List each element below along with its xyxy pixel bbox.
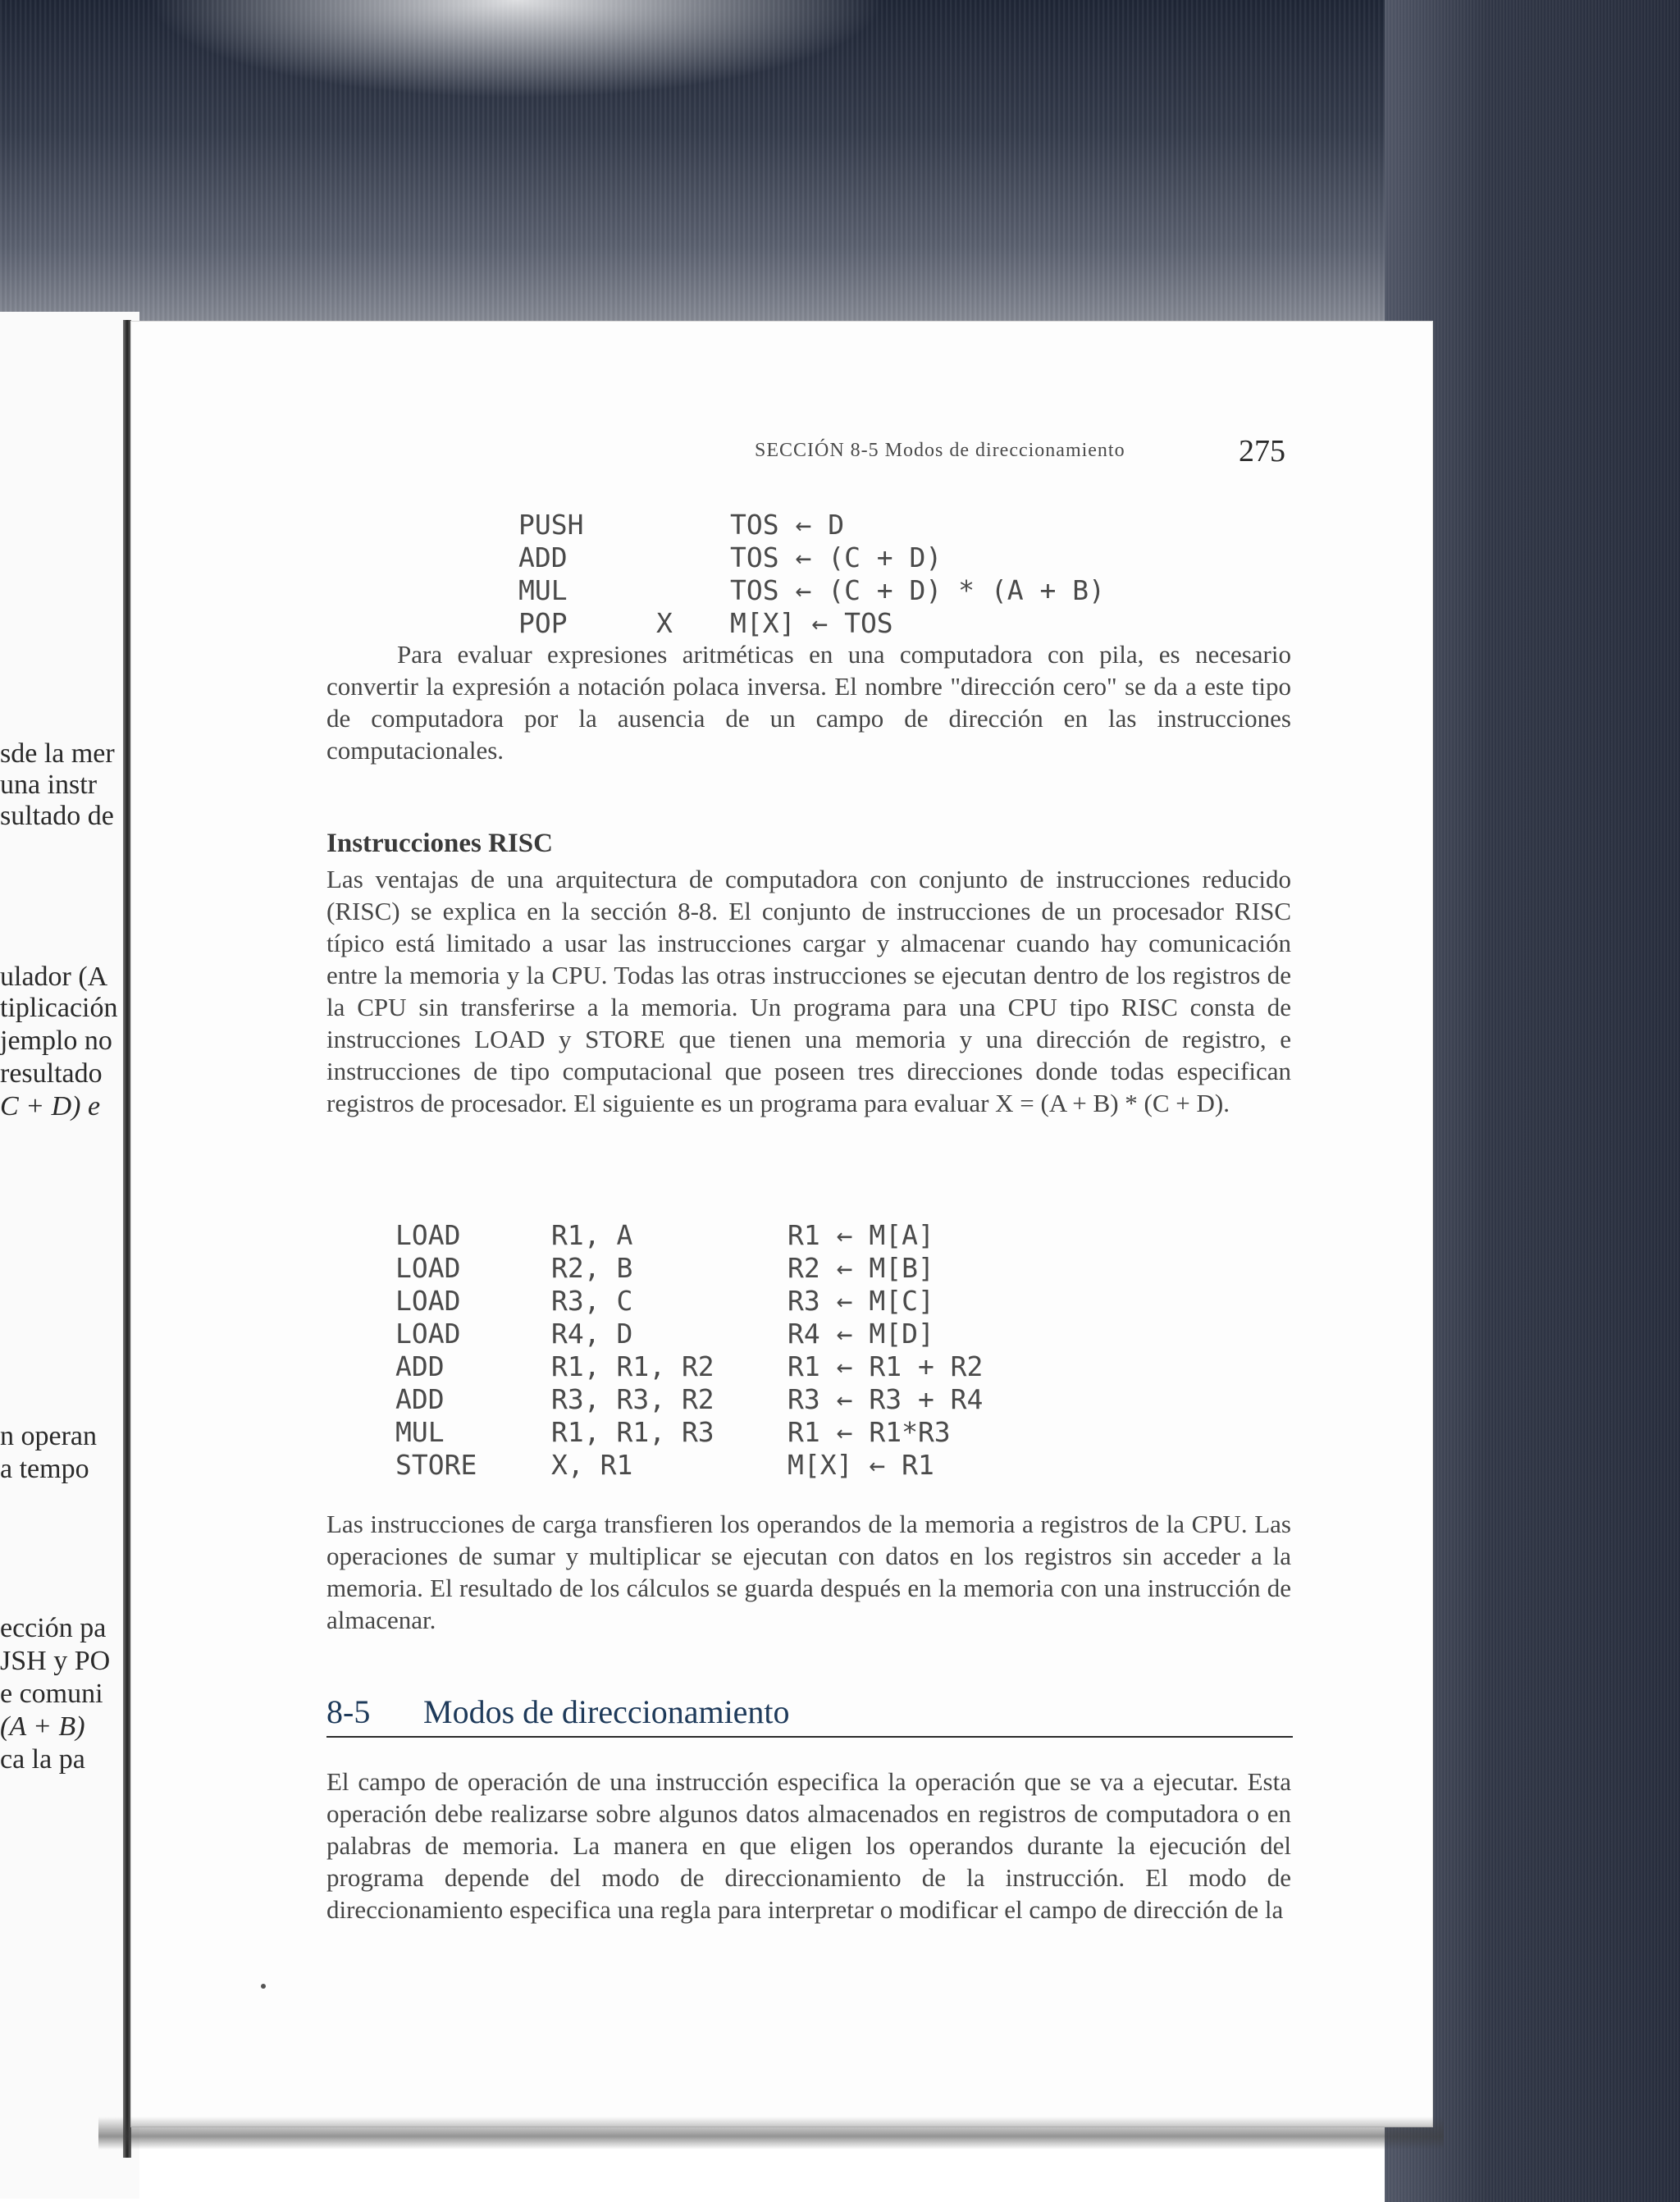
- stack-op: POP: [518, 607, 568, 639]
- left-page-text: (A + B): [0, 1711, 85, 1742]
- section-number: 8-5: [326, 1693, 371, 1730]
- paragraph-risc: Las ventajas de una arquitectura de computadora con conjunto de instrucciones reducido (RISC) se explica en la sección 8-8. El conjunto de instrucciones de un procesador RISC típico está limitado a usar las instrucciones cargar y almacenar cuando hay comunicación entre la memoria y la CPU. Todas las otras instrucciones se ejecutan dentro de los registros de la CPU sin transferirse a la memoria. Un programa para una CPU tipo RISC consta de instrucciones LOAD y STORE que tienen una memoria y una dirección de registro, e instrucciones de tipo computacional que poseen tres direcciones donde todas especifican registros de procesador. El siguiente es un programa para evaluar X = (A + B) * (C + D).: [326, 865, 1291, 1117]
- paragraph-load-store: Las instrucciones de carga transfieren los operandos de la memoria a registros de la CPU. Las operaciones de sumar y multiplicar se ejecutan con datos en los registros sin acceder a la memoria. El resultado de los cálculos se guarda después en la memoria con una instrucción de almacenar.: [326, 1510, 1291, 1634]
- stack-rtl: M[X] ← TOS: [730, 607, 893, 639]
- subsection-heading: Instrucciones RISC: [326, 829, 553, 858]
- stack-rtl: TOS ← D: [730, 509, 845, 541]
- left-page-text: ulador (A: [0, 962, 108, 992]
- risc-operands: R2, B: [551, 1252, 633, 1284]
- left-page-text: sultado de: [0, 801, 114, 831]
- risc-op: LOAD: [395, 1285, 461, 1317]
- left-page-text: ección pa: [0, 1613, 107, 1643]
- risc-op: ADD: [395, 1350, 445, 1382]
- risc-rtl: M[X] ← R1: [788, 1449, 934, 1481]
- risc-rtl: R1 ← R1 + R2: [788, 1350, 984, 1382]
- section-title: Modos de direccionamiento: [423, 1693, 790, 1730]
- risc-rtl: R4 ← M[D]: [788, 1318, 934, 1350]
- risc-op: LOAD: [395, 1252, 461, 1284]
- page-binding-edge: [123, 320, 131, 2158]
- left-page-text: una instr: [0, 770, 98, 800]
- risc-rtl: R2 ← M[B]: [788, 1252, 934, 1284]
- stack-rtl: TOS ← (C + D): [730, 541, 943, 573]
- left-page-text: jemplo no: [0, 1026, 112, 1056]
- risc-op: MUL: [395, 1416, 445, 1448]
- risc-operands: R1, R1, R2: [551, 1350, 714, 1382]
- risc-operands: R3, C: [551, 1285, 633, 1317]
- left-page-text: tiplicación: [0, 993, 118, 1023]
- scanner-shadow-bottom: [98, 2117, 1444, 2149]
- section-heading: [326, 1693, 1293, 1738]
- risc-rtl: R3 ← M[C]: [788, 1285, 934, 1317]
- left-page-text: JSH y PO: [0, 1646, 111, 1676]
- risc-op: ADD: [395, 1383, 445, 1415]
- previous-page-fragment: [0, 312, 139, 2199]
- stack-rtl: TOS ← (C + D) * (A + B): [730, 574, 1105, 606]
- left-page-text: ca la pa: [0, 1744, 85, 1775]
- risc-operands: R3, R3, R2: [551, 1383, 714, 1415]
- stack-op: MUL: [518, 574, 568, 606]
- risc-rtl: R1 ← R1*R3: [788, 1416, 951, 1448]
- risc-operands: R4, D: [551, 1318, 633, 1350]
- running-head: SECCIÓN 8-5 Modos de direccionamiento: [755, 440, 1125, 461]
- stack-arg: X: [656, 607, 673, 639]
- stack-op: PUSH: [518, 509, 584, 541]
- risc-op: LOAD: [395, 1219, 461, 1251]
- scan-speck: [261, 1984, 266, 1989]
- risc-op: LOAD: [395, 1318, 461, 1350]
- risc-operands: R1, R1, R3: [551, 1416, 714, 1448]
- page-number: 275: [1239, 434, 1285, 468]
- stack-op: ADD: [518, 541, 568, 573]
- risc-rtl: R3 ← R3 + R4: [788, 1383, 984, 1415]
- risc-op: STORE: [395, 1449, 477, 1481]
- risc-operands: R1, A: [551, 1219, 633, 1251]
- left-page-text: e comuni: [0, 1679, 103, 1709]
- risc-rtl: R1 ← M[A]: [788, 1219, 934, 1251]
- scanner-glare: [148, 0, 886, 98]
- left-page-text: sde la mer: [0, 738, 115, 769]
- risc-operands: X, R1: [551, 1449, 633, 1481]
- paragraph-addressing-modes: El campo de operación de una instrucción especifica la operación que se va a ejecutar. Esta operación debe realizarse sobre algunos datos almacenados en registros de computadora o en palabras de memoria. La manera en que eligen los operandos durante la ejecución del programa depende del modo de direccionamiento de la instrucción. El modo de direccionamiento especifica una regla para interpretar o modificar el campo de dirección de la: [326, 1767, 1291, 1924]
- left-page-text: resultado: [0, 1058, 103, 1089]
- paragraph-stack-evaluation: Para evaluar expresiones aritméticas en una computadora con pila, es necesario convertir la expresión a notación polaca inversa. El nombre "dirección cero" se da a este tipo de computadora por la ausencia de un campo de dirección en las instrucciones computacionales.: [326, 640, 1291, 765]
- left-page-text: C + D) e: [0, 1091, 101, 1122]
- left-page-text: n operan: [0, 1421, 98, 1451]
- left-page-text: a tempo: [0, 1454, 89, 1484]
